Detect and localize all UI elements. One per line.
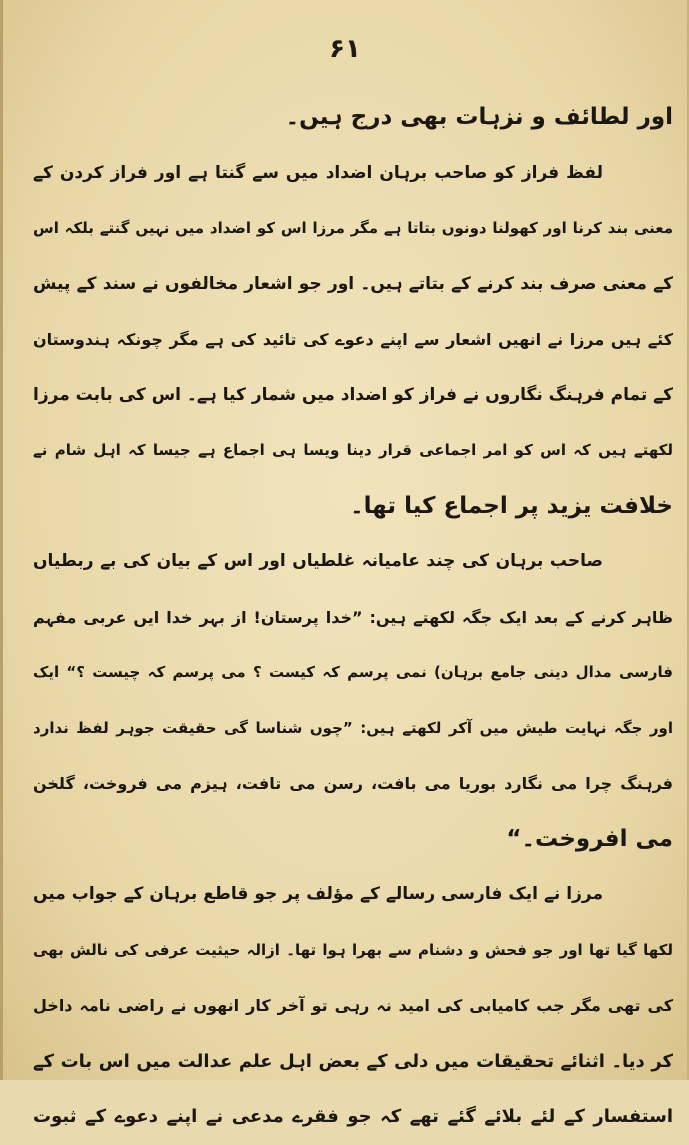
text-line: کے معنی صرف بند کرنے کے بتاتے ہیں۔ اور جو اشعار مخالفوں نے سند کے پیش [33,273,673,294]
text-line: کئے ہیں مرزا نے انھیں اشعار سے اپنے دعوے کی تائید کی ہے مگر چونکہ ہندوستان [33,330,673,349]
text-line: ظاہر کرنے کے بعد ایک جگہ لکھتے ہیں: ”خدا پرستان! از بہر خدا ایں عربی مفہم [33,607,673,627]
text-line: می افروخت۔“ [506,825,673,852]
text-line: اور لطائف و نزہات بھی درج ہیں۔ [285,104,673,130]
text-line: اور جگہ نہایت طیش میں آکر لکھتے ہیں: ”چوں شناسا گی حقیقت جوہر لفظ ندارد [33,718,673,737]
text-line: لکھتے ہیں کہ اس کو امر اجماعی قرار دینا ویسا ہی اجماع ہے جیسا کہ اہل شام نے [33,441,673,459]
text-line: مرزا نے ایک فارسی رسالے کے مؤلف پر جو قاطع برہان کے جواب میں [33,884,603,904]
text-line: لفظ فراز کو صاحب برہان اضداد میں سے گنتا ہے اور فراز کردن کے [33,162,603,183]
text-line: کی تھی مگر جب کامیابی کی امید نہ رہی تو آخر کار انھوں نے راضی نامہ داخل [33,996,673,1015]
text-line: فارسی مدال دینی جامع برہان) نمی پرسم کہ کیست ؟ می پرسم کہ چیست ؟“ ایک [33,663,673,681]
body-text [33,90,673,1145]
text-line: معنی بند کرنا اور کھولنا دونوں بتاتا ہے مگر مرزا اس کو اضداد میں نہیں گنتے بلکہ اس [33,219,673,237]
text-line: کے تمام فرہنگ نگاروں نے فراز کو اضداد میں شمار کیا ہے۔ اس کی بابت مرزا [33,384,673,405]
text-line: خلافت یزید پر اجماع کیا تھا۔ [350,492,673,519]
text-line: لکھا گیا تھا اور جو فحش و دشنام سے بھرا ہوا تھا۔ ازالہ حیثیت عرفی کی نالش بھی [33,940,673,959]
text-line: استفسار کے لئے بلائے گئے تھے کہ جو فقرے مدعی نے اپنے دعوے کے ثبوت [33,1106,673,1127]
text-line: کر دیا۔ اثنائے تحقیقات میں دلی کے بعض اہل علم عدالت میں اس بات کے [33,1050,673,1072]
text-line: فرہنگ چرا می نگارد بوریا می بافت، رسن می تافت، ہیزم می فروخت، گلخن [33,774,673,793]
text-line: صاحب برہان کی چند عامیانہ غلطیاں اور اس کے بیان کی بے ربطیاں [33,551,603,571]
page-number: ۶۱ [329,34,361,64]
